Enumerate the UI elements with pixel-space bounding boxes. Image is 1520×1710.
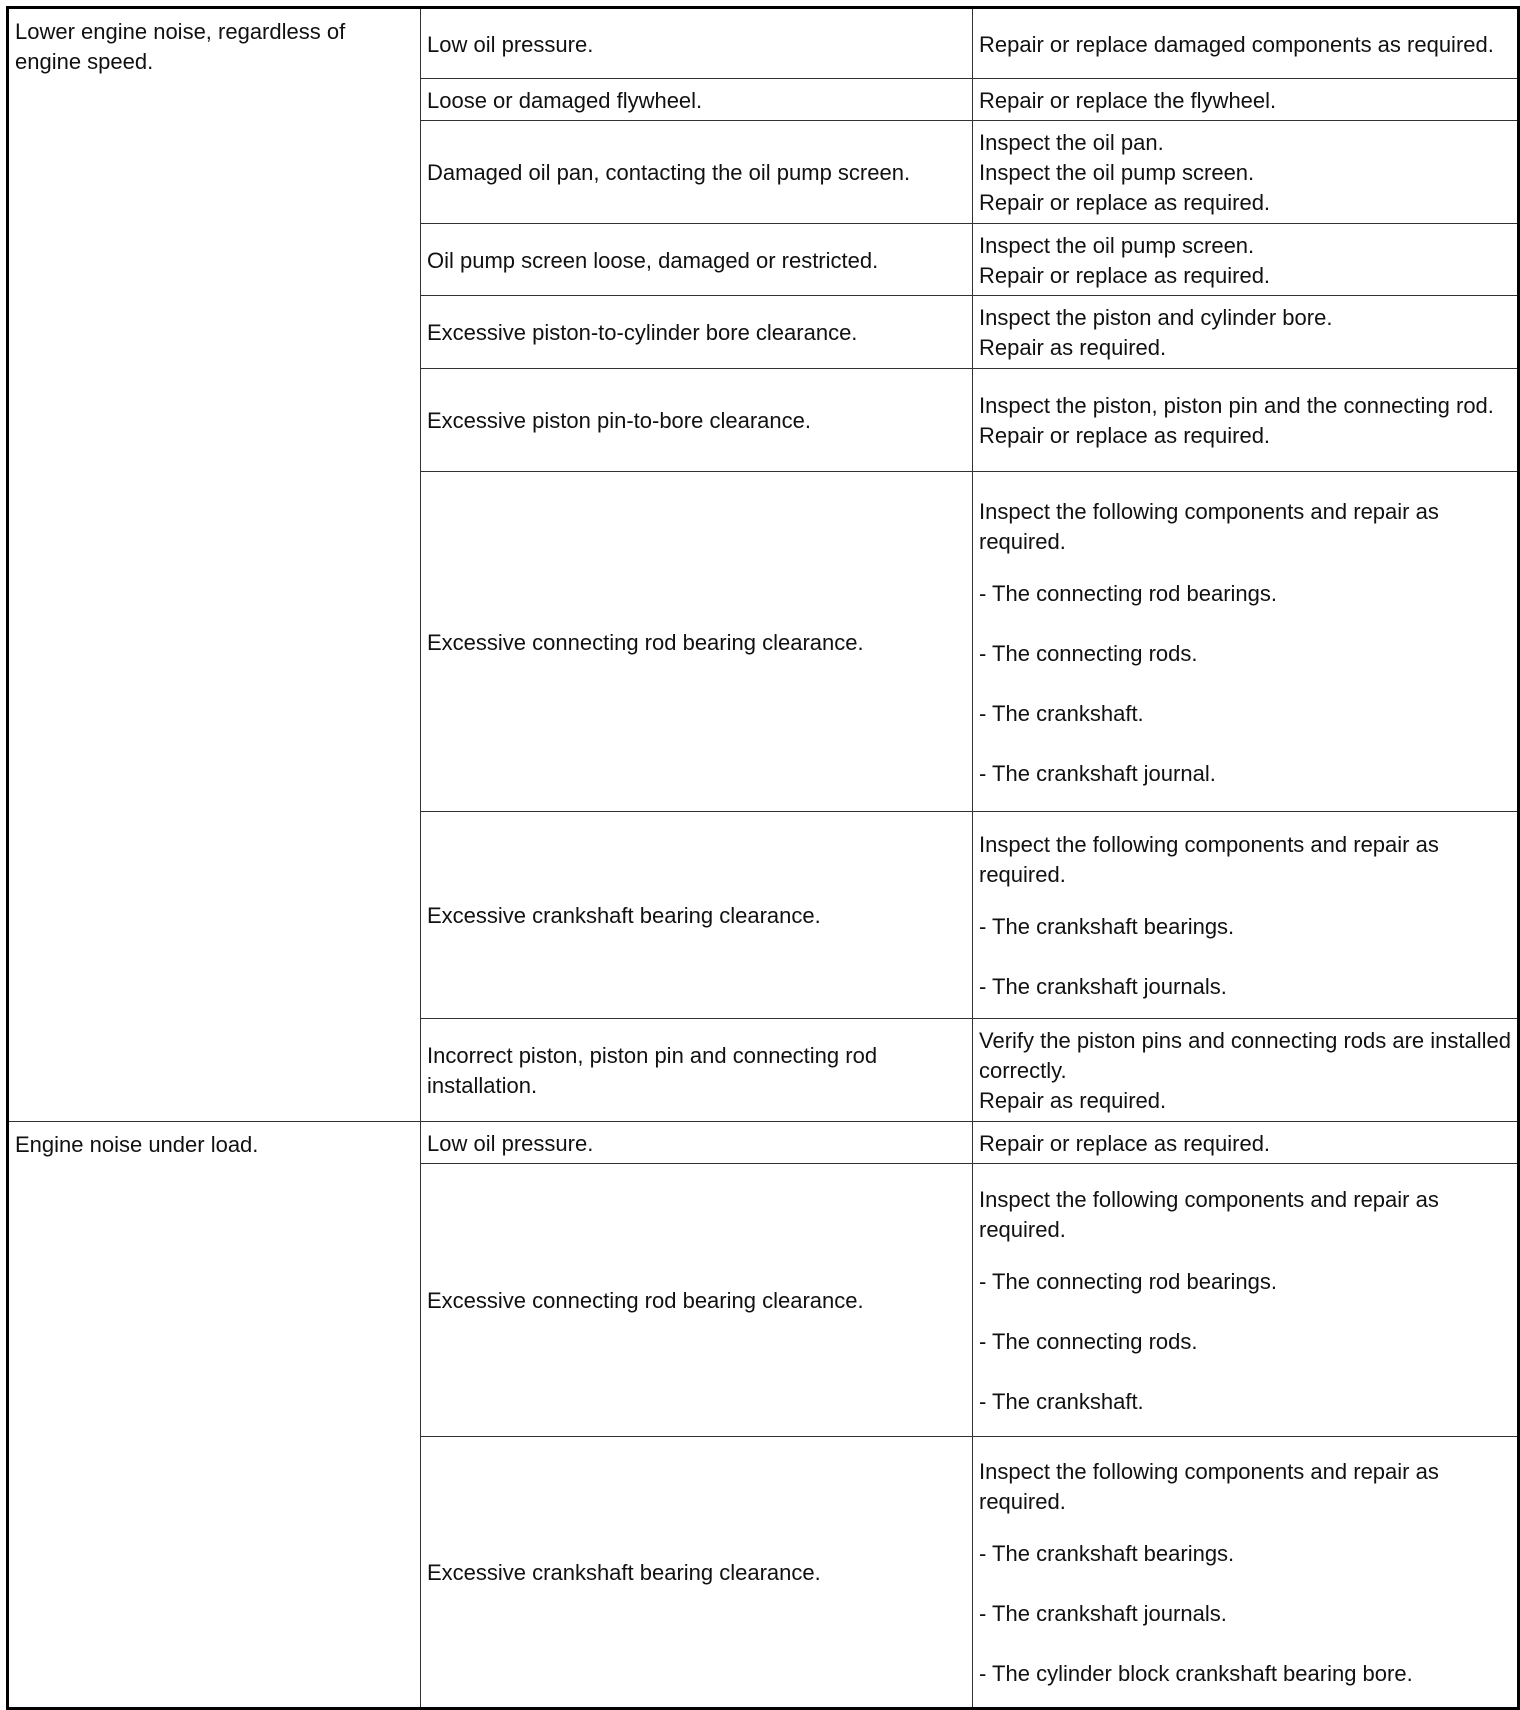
cause-cell: Loose or damaged flywheel.	[421, 79, 973, 121]
action-cell: Repair or replace as required.	[973, 1122, 1519, 1164]
action-cell: Inspect the following components and repair as required. - The crankshaft bearings. - The crankshaft journals. - The cylinder block crankshaft bearing bore.	[973, 1437, 1519, 1709]
cause-cell: Excessive crankshaft bearing clearance.	[421, 1437, 973, 1709]
cause-cell: Excessive connecting rod bearing clearance.	[421, 1164, 973, 1437]
action-cell: Repair or replace the flywheel.	[973, 79, 1519, 121]
condition-text: Engine noise under load.	[15, 1132, 259, 1157]
action-cell: Repair or replace damaged components as required.	[973, 8, 1519, 79]
cause-cell: Low oil pressure.	[421, 1122, 973, 1164]
action-cell: Verify the piston pins and connecting rods are installed correctly. Repair as required.	[973, 1019, 1519, 1122]
cause-cell: Excessive crankshaft bearing clearance.	[421, 812, 973, 1019]
cause-cell: Incorrect piston, piston pin and connecting rod installation.	[421, 1019, 973, 1122]
cause-cell: Excessive connecting rod bearing clearance.	[421, 472, 973, 812]
cause-cell: Oil pump screen loose, damaged or restricted.	[421, 224, 973, 296]
condition-cell	[8, 8, 421, 1122]
diagnostic-table-sheet	[6, 6, 1517, 1706]
table-row	[8, 8, 1519, 79]
engine-noise-diagnostic-table	[6, 6, 1520, 1710]
action-cell: Inspect the following components and repair as required. - The connecting rod bearings. - The connecting rods. - The crankshaft. - The crankshaft journal.	[973, 472, 1519, 812]
action-cell: Inspect the oil pump screen. Repair or replace as required.	[973, 224, 1519, 296]
cause-cell: Damaged oil pan, contacting the oil pump screen.	[421, 121, 973, 224]
action-cell: Inspect the piston and cylinder bore. Repair as required.	[973, 296, 1519, 369]
action-cell: Inspect the following components and repair as required. - The crankshaft bearings. - The crankshaft journals.	[973, 812, 1519, 1019]
table-row	[8, 1122, 1519, 1164]
condition-cell	[8, 1122, 421, 1709]
condition-text: Lower engine noise, regardless of engine speed.	[15, 19, 346, 74]
action-cell: Inspect the piston, piston pin and the connecting rod. Repair or replace as required.	[973, 369, 1519, 472]
action-cell: Inspect the following components and repair as required. - The connecting rod bearings. - The connecting rods. - The crankshaft.	[973, 1164, 1519, 1437]
cause-cell: Excessive piston-to-cylinder bore clearance.	[421, 296, 973, 369]
action-cell: Inspect the oil pan. Inspect the oil pump screen. Repair or replace as required.	[973, 121, 1519, 224]
cause-cell: Low oil pressure.	[421, 8, 973, 79]
cause-cell: Excessive piston pin-to-bore clearance.	[421, 369, 973, 472]
